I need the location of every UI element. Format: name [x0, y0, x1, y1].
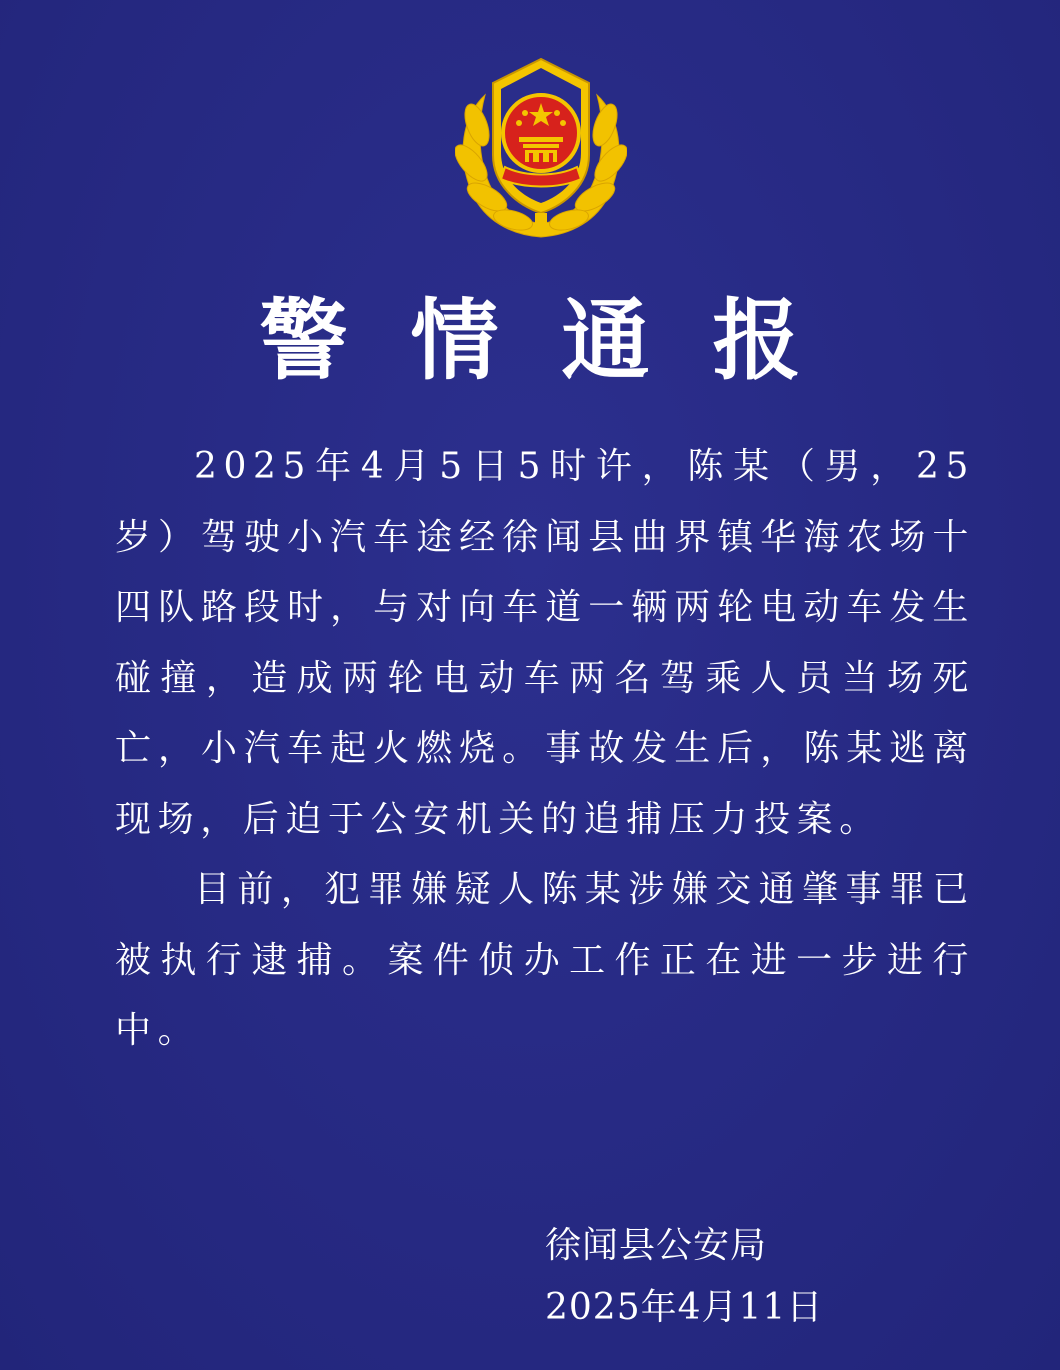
police-badge-icon [455, 55, 627, 240]
body-paragraph: 2025年4月5日5时许，陈某（男，25岁）驾驶小汽车途经徐闻县曲界镇华海农场十四队路段时，与对向车道一辆两轮电动车发生碰撞，造成两轮电动车两名驾乘人员当场死亡，小汽车起火燃烧。事故发生后，陈某逃离现场，后迫于公安机关的追捕压力投案。 [115, 446, 975, 840]
issue-date: 2025年4月11日 [545, 1287, 824, 1328]
body-paragraph: 目前，犯罪嫌疑人陈某涉嫌交通肇事罪已被执行逮捕。案件侦办工作正在进一步进行中。 [115, 869, 975, 1051]
notice-body [115, 432, 975, 1067]
title-char: 通 [561, 288, 650, 392]
title-char: 情 [410, 288, 499, 392]
title-char: 警 [259, 288, 348, 392]
signature-block [545, 1215, 823, 1339]
page-title [0, 280, 1060, 400]
title-char: 报 [712, 288, 801, 392]
issuer-name: 徐闻县公安局 [545, 1225, 768, 1266]
